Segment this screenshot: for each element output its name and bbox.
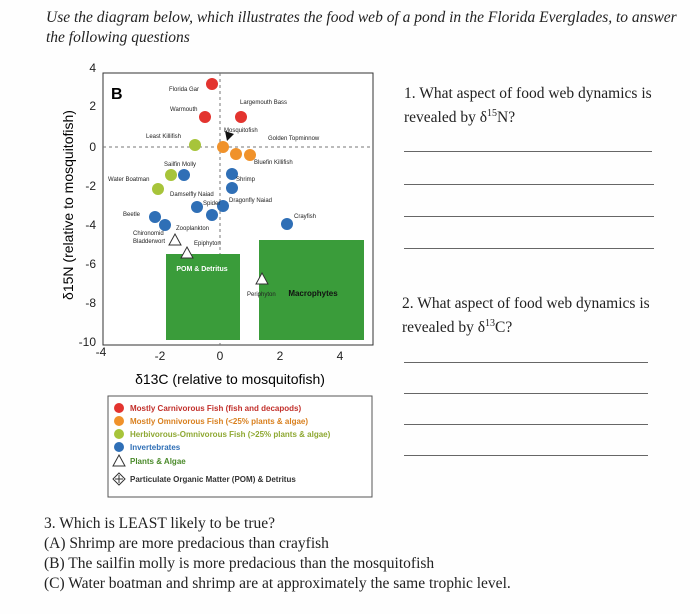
- warmouth-label: Warmouth: [170, 107, 198, 113]
- mosquitofish-point: [217, 141, 229, 153]
- legend-omnivorous-text: Mostly Omnivorous Fish (<25% plants & algae): [130, 417, 309, 426]
- x-tick: -4: [95, 345, 107, 359]
- sailfin-molly-point: [165, 169, 177, 181]
- zooplankton-point: [206, 209, 218, 221]
- y-axis-label: δ15N (relative to mosquitofish): [60, 110, 76, 300]
- chironomid-point: [159, 219, 171, 231]
- legend-invertebrates-swatch: [114, 442, 124, 452]
- least-killifish-point: [189, 139, 201, 151]
- beetle-label: Beetle: [123, 212, 141, 218]
- largemouth-bass-label: Largemouth Bass: [240, 100, 288, 106]
- sailfin-molly-label: Sailfin Molly: [164, 162, 197, 168]
- water-boatman-label: Water Boatman: [108, 177, 150, 183]
- answer-line[interactable]: [404, 455, 648, 456]
- sailfin-molly-point-2: [152, 183, 164, 195]
- bluefin-killifish-label: Bluefin Killifish: [254, 160, 293, 166]
- answer-line[interactable]: [404, 184, 654, 185]
- legend-pom-text: Particulate Organic Matter (POM) & Detritus: [130, 475, 296, 484]
- x-tick: -2: [154, 349, 166, 363]
- panel-label: B: [111, 86, 123, 103]
- pom-detritus-label: POM & Detritus: [176, 266, 228, 273]
- golden-topminnow-label: Golden Topminnow: [268, 136, 320, 142]
- x-tick: 4: [336, 349, 344, 363]
- x-tick: 0: [216, 349, 224, 363]
- spider-label: Spider: [203, 201, 221, 207]
- answer-line[interactable]: [404, 151, 652, 152]
- question-3: [44, 514, 511, 594]
- mosquitofish-label: Mosquitofish: [224, 128, 258, 134]
- answer-line[interactable]: [404, 216, 654, 217]
- legend-omnivorous-swatch: [114, 416, 124, 426]
- y-tick: -2: [85, 179, 96, 193]
- legend-herbivorous-swatch: [114, 429, 124, 439]
- intro-text: Use the diagram below, which illustrates the food web of a pond in the Florida Everglades, to answer the following questions: [46, 9, 677, 46]
- y-tick: 4: [89, 61, 96, 75]
- question-1: 1. What aspect of food web dynamics is revealed by $\delta^{15}N$?: [404, 85, 652, 127]
- florida-gar-point: [206, 78, 218, 90]
- x-axis-label: δ13C (relative to mosquitofish): [135, 371, 325, 387]
- option-a: (A) Shrimp are more predacious than crayfish: [44, 535, 329, 552]
- legend-carnivorous-text: Mostly Carnivorous Fish (fish and decapods): [130, 404, 302, 413]
- largemouth-bass-point: [235, 111, 247, 123]
- dragonfly-naiad-label: Dragonfly Naiad: [229, 198, 273, 204]
- legend-invertebrates-text: Invertebrates: [130, 443, 181, 452]
- legend-carnivorous-swatch: [114, 403, 124, 413]
- y-tick: -4: [85, 218, 96, 232]
- legend-plants-text: Plants & Algae: [130, 457, 186, 466]
- question-3-stem: 3. Which is LEAST likely to be true?: [44, 515, 276, 532]
- dragonfly-naiad-point: [226, 182, 238, 194]
- question-2: 2. What aspect of food web dynamics is revealed by $\delta^{13}C$?: [402, 295, 650, 337]
- warmouth-point: [199, 111, 211, 123]
- shrimp-label: Shrimp: [236, 177, 256, 183]
- damselfly-naiad-point: [191, 201, 203, 213]
- option-c: (C) Water boatman and shrimp are at approximately the same trophic level.: [44, 575, 511, 592]
- macrophytes-label: Macrophytes: [288, 289, 338, 298]
- periphyton-label: Periphyton: [247, 292, 276, 298]
- y-tick: -6: [85, 257, 96, 271]
- beetle-point: [149, 211, 161, 223]
- legend-herbivorous-text: Herbivorous-Omnivorous Fish (>25% plants & algae): [130, 430, 331, 439]
- golden-topminnow-point: [230, 148, 242, 160]
- y-tick: -10: [78, 335, 96, 349]
- y-tick: 0: [89, 140, 96, 154]
- damselfly-naiad-label: Damselfly Naiad: [170, 192, 214, 198]
- y-tick: -8: [85, 296, 96, 310]
- epiphyton-label: Epiphyton: [194, 241, 221, 247]
- answer-line[interactable]: [404, 248, 654, 249]
- crayfish-point: [281, 218, 293, 230]
- x-tick: 2: [276, 349, 284, 363]
- bladderwort-label: Bladderwort: [133, 239, 166, 245]
- least-killifish-label: Least Killifish: [146, 134, 182, 140]
- florida-gar-label: Florida Gar: [169, 87, 200, 93]
- option-b: (B) The sailfin molly is more predacious than the mosquitofish: [44, 555, 435, 572]
- zooplankton-label: Zooplankton: [176, 226, 210, 232]
- crayfish-label: Crayfish: [294, 214, 317, 220]
- answer-line[interactable]: [404, 393, 648, 394]
- answer-line[interactable]: [404, 362, 648, 363]
- y-tick: 2: [89, 99, 96, 113]
- water-boatman-point: [178, 169, 190, 181]
- answer-line[interactable]: [404, 424, 648, 425]
- chironomid-label: Chironomid: [133, 231, 164, 237]
